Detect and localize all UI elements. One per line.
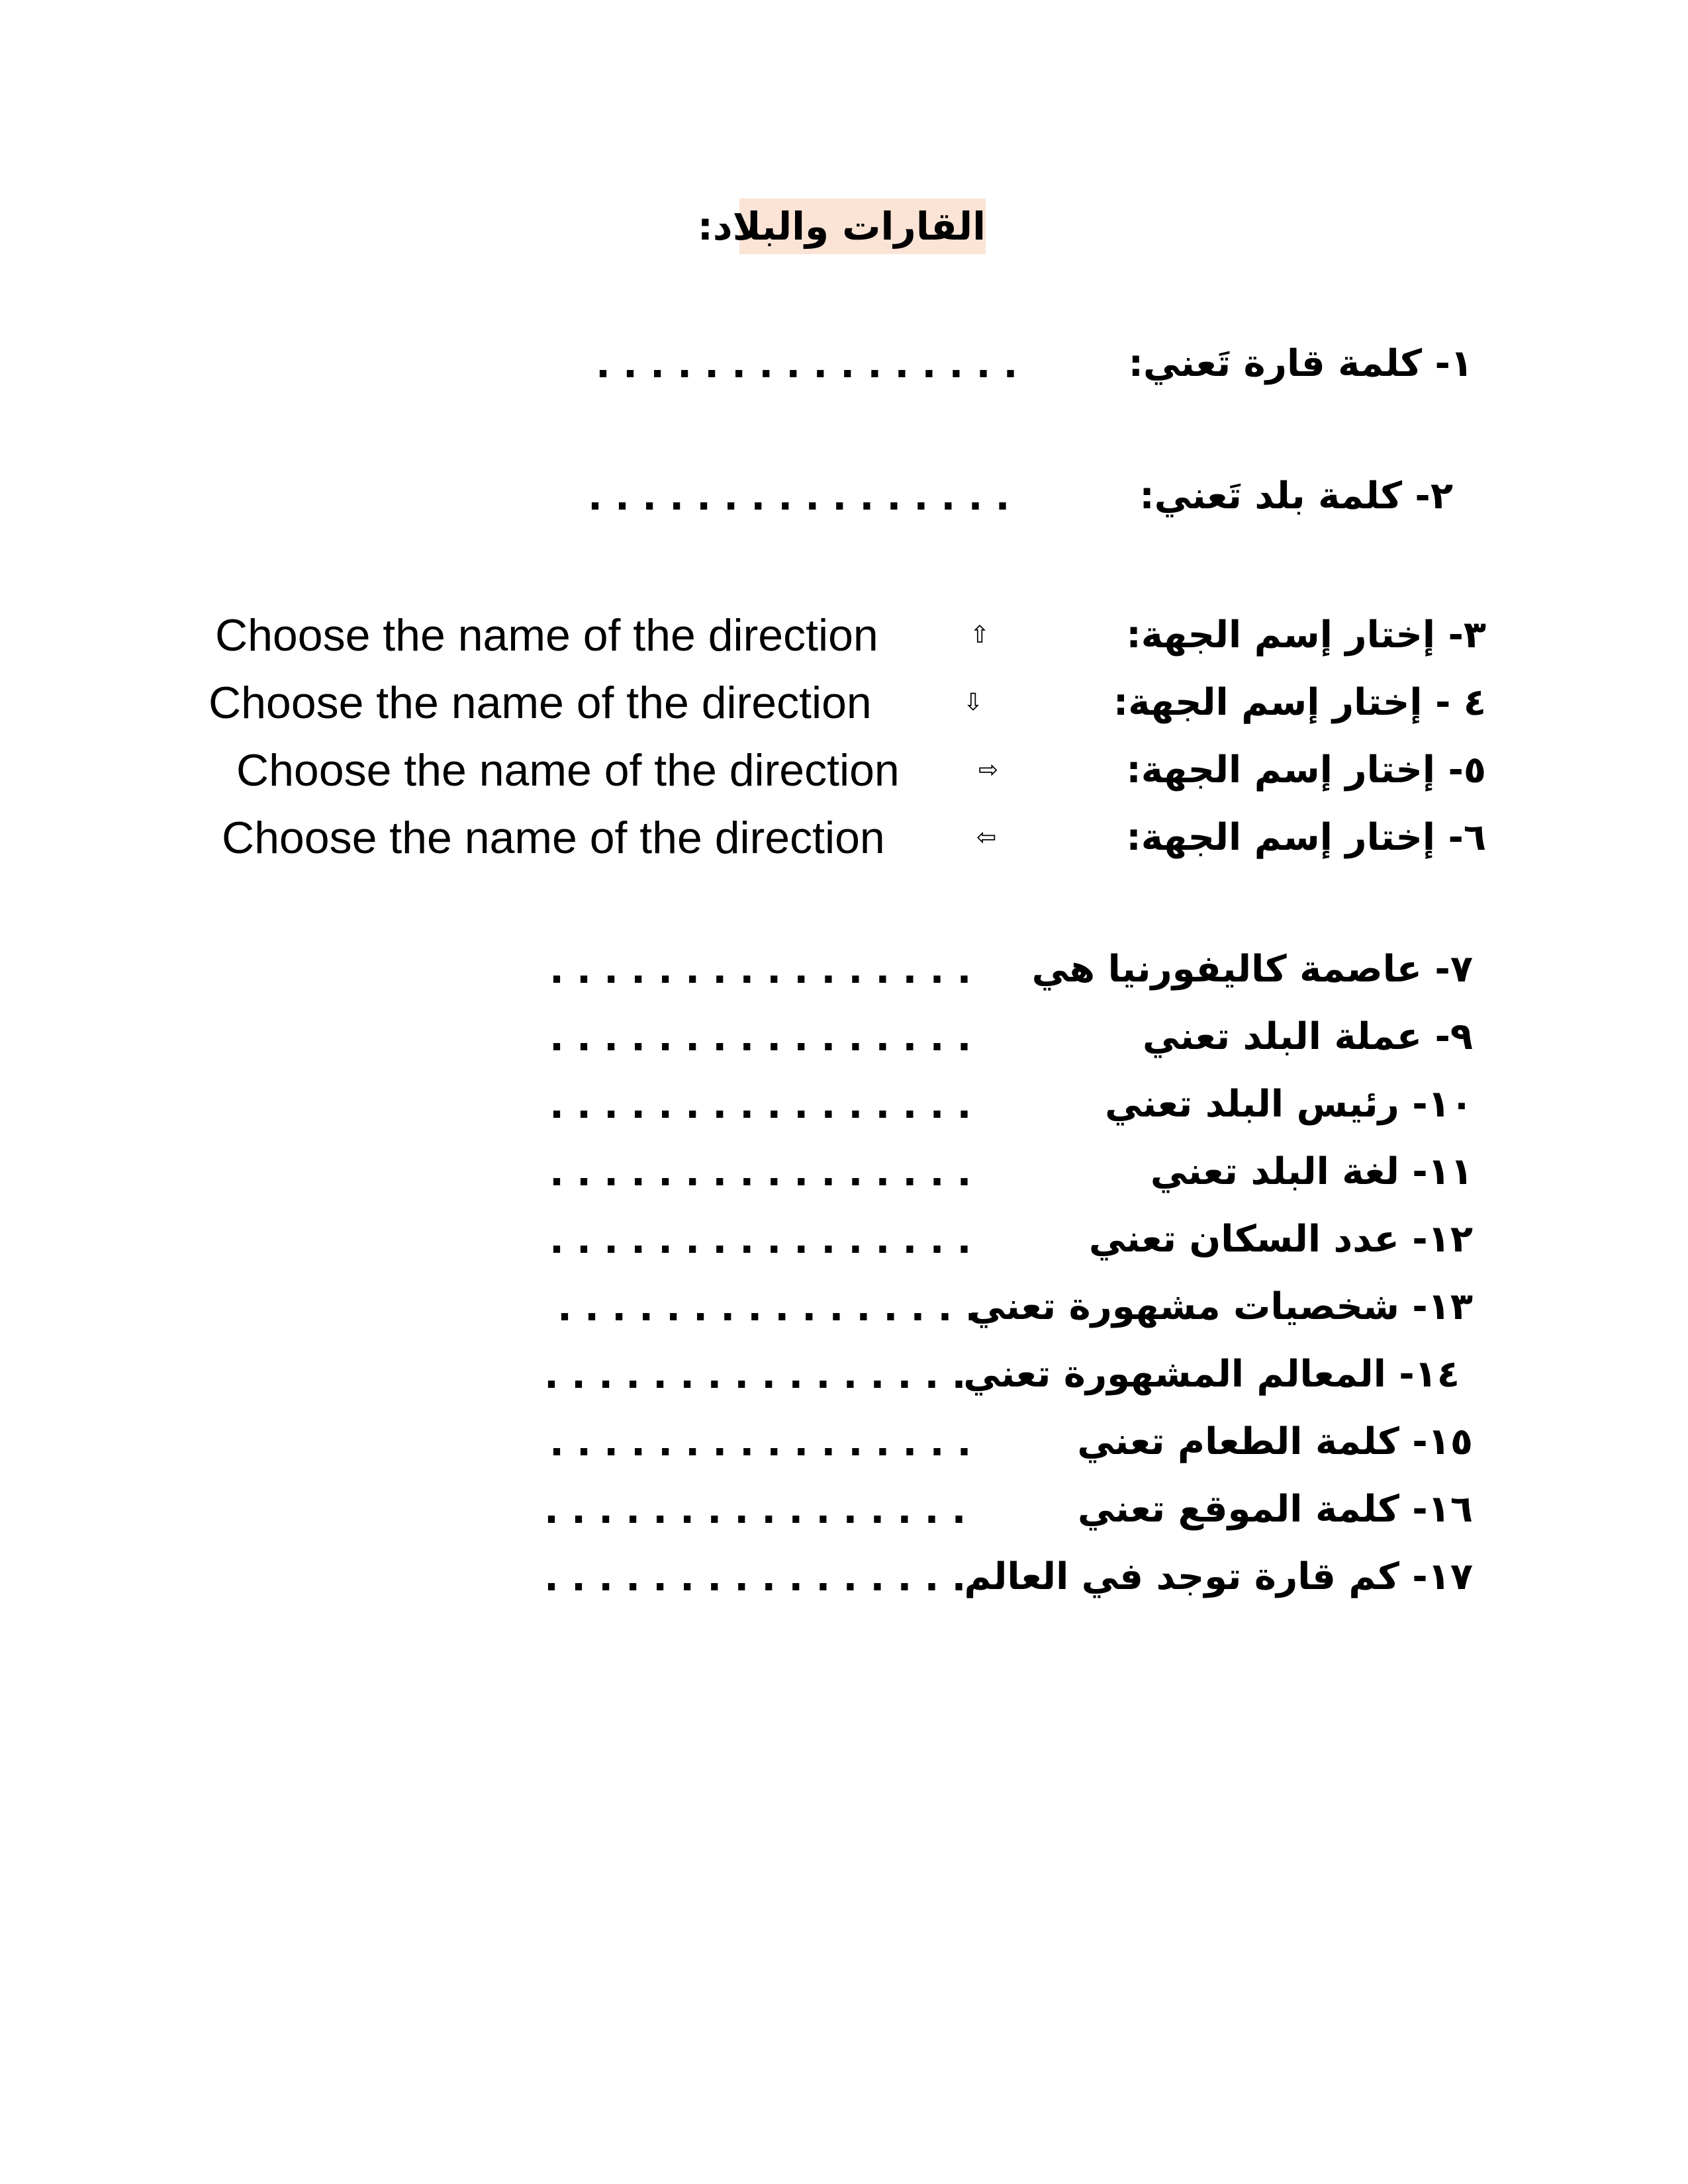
direction-4-label: ٦- إختار إسم الجهة: [1126,816,1486,859]
question-13-label: ١٣- شخصيات مشهورة تعني [968,1285,1473,1328]
question-17-blank[interactable]: ................ [544,1555,979,1600]
arrow-up-icon: ⇧ [970,621,990,649]
definition-2-blank[interactable]: ................ [588,474,1023,519]
definition-1-label: ١- كلمة قارة تَعني: [1128,342,1473,385]
arrow-left-icon: ⇦ [976,824,997,851]
direction-2-prompt: Choose the name of the direction [209,678,872,728]
question-14-blank[interactable]: ................ [544,1352,979,1397]
definition-1-blank[interactable]: ................ [596,341,1031,387]
question-12-label: ١٢- عدد السكان تعني [1088,1218,1473,1261]
direction-1-prompt: Choose the name of the direction [215,610,878,660]
arrow-right-icon: ⇨ [978,756,999,784]
question-10-label: ١٠- رئيس البلد تعني [1105,1083,1473,1126]
question-12-blank[interactable]: ................ [549,1217,984,1262]
direction-3-label: ٥- إختار إسم الجهة: [1126,749,1486,792]
question-17-label: ١٧- كم قارة توجد في العالم [964,1555,1473,1598]
direction-2-label: ٤ - إختار إسم الجهة: [1113,681,1486,724]
direction-4-prompt: Choose the name of the direction [222,813,885,863]
definition-2-label: ٢- كلمة بلد تَعني: [1139,475,1453,518]
question-11-label: ١١- لغة البلد تعني [1150,1150,1473,1193]
question-9-label: ٩- عملة البلد تعني [1143,1015,1473,1058]
worksheet-title: القارات والبلاد: [739,199,986,254]
question-7-blank[interactable]: ................ [549,947,984,992]
question-11-blank[interactable]: ................ [549,1150,984,1195]
direction-1-label: ٣- إختار إسم الجهة: [1126,614,1486,657]
question-10-blank[interactable]: ................ [549,1082,984,1127]
question-9-blank[interactable]: ................ [549,1015,984,1060]
arrow-down-icon: ⇩ [963,689,984,716]
question-13-blank[interactable]: ................ [557,1285,992,1330]
question-15-blank[interactable]: ................ [549,1420,984,1465]
direction-3-prompt: Choose the name of the direction [236,745,900,796]
question-15-label: ١٥- كلمة الطعام تعني [1077,1420,1473,1463]
question-14-label: ١٤- المعالم المشهورة تعني [963,1353,1460,1396]
question-16-blank[interactable]: ................ [544,1487,979,1532]
question-16-label: ١٦- كلمة الموقع تعني [1078,1488,1473,1531]
question-7-label: ٧- عاصمة كاليفورنيا هي [1031,948,1473,991]
